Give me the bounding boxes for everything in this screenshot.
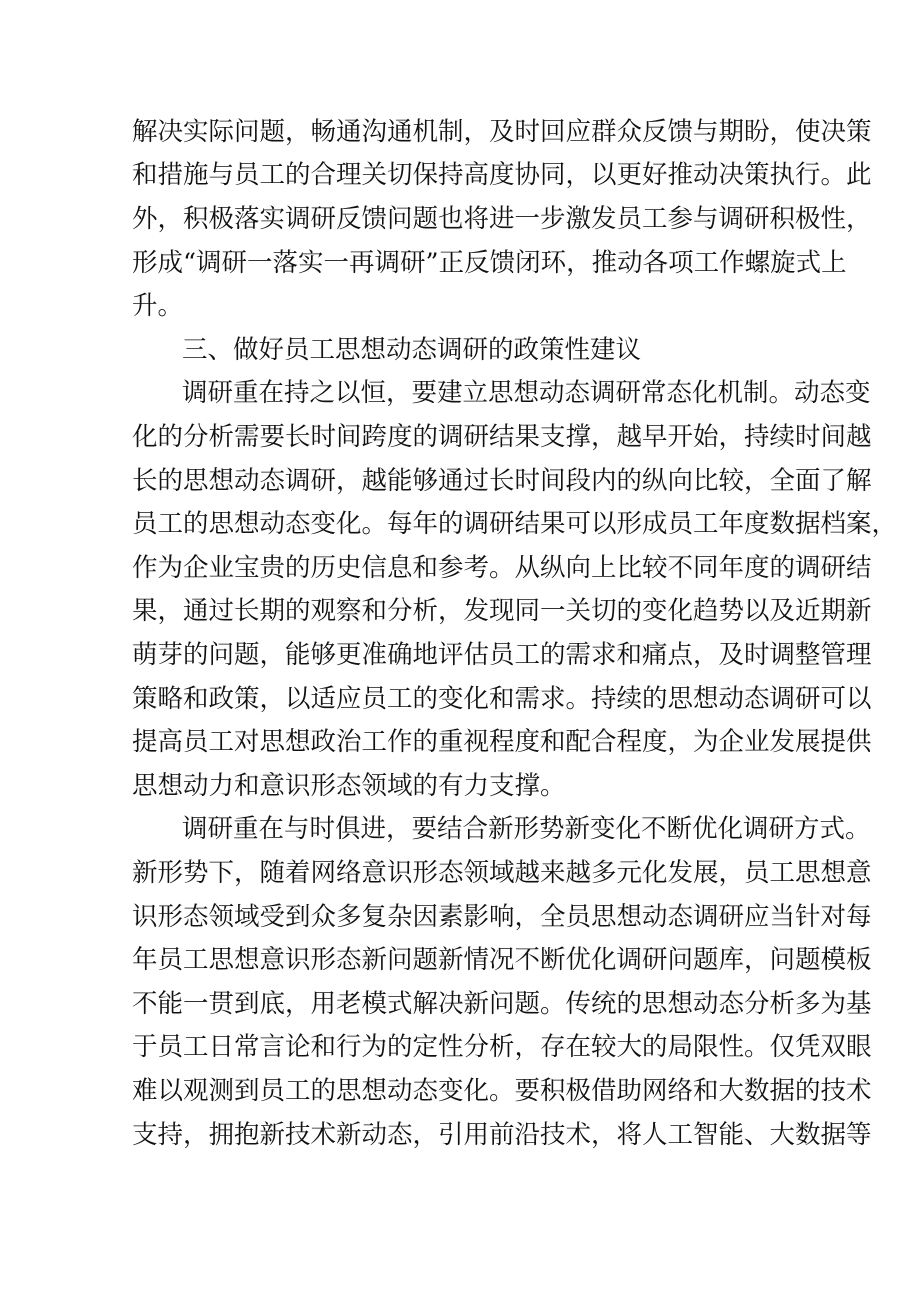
text-line: 升。 [132,291,184,321]
text-line: 识形态领域受到众多复杂因素影响，全员思想动态调研应当针对每 [132,902,872,932]
text-line: 作为企业宝贵的历史信息和参考。从纵向上比较不同年度的调研结 [132,553,872,583]
text-line: 果，通过长期的观察和分析，发现同一关切的变化趋势以及近期新 [132,596,872,626]
text-line: 长的思想动态调研，越能够通过长时间段内的纵向比较，全面了解 [132,466,872,496]
text-line: 不能一贯到底，用老模式解决新问题。传统的思想动态分析多为基 [132,989,872,1019]
text-line: 调研重在持之以恒，要建立思想动态调研常态化机制。动态变 [182,378,871,408]
text-line: 难以观测到员工的思想动态变化。要积极借助网络和大数据的技术 [132,1076,872,1106]
text-line: 思想动力和意识形态领域的有力支撑。 [132,771,566,801]
text-line: 化的分析需要长时间跨度的调研结果支撑，越早开始，持续时间越 [132,422,872,452]
section-heading: 三、做好员工思想动态调研的政策性建议 [182,335,642,365]
text-line: 解决实际问题，畅通沟通机制，及时回应群众反馈与期盼，使决策 [132,117,872,147]
text-line: 形成“调研一落实一再调研”正反馈闭环，推动各项工作螺旋式上 [132,248,847,278]
text-line: 萌芽的问题，能够更准确地评估员工的需求和痛点，及时调整管理 [132,640,872,670]
text-line: 于员工日常言论和行为的定性分析，存在较大的局限性。仅凭双眼 [132,1032,872,1062]
text-line: 年员工思想意识形态新问题新情况不断优化调研问题库，问题模板 [132,945,872,975]
text-line: 策略和政策，以适应员工的变化和需求。持续的思想动态调研可以 [132,684,872,714]
text-line: 支持，拥抱新技术新动态，引用前沿技术，将人工智能、大数据等 [132,1120,872,1150]
text-line: 调研重在与时俱进，要结合新形势新变化不断优化调研方式。 [182,814,871,844]
text-line: 提高员工对思想政治工作的重视程度和配合程度，为企业发展提供 [132,727,872,757]
text-line: 新形势下，随着网络意识形态领域越来越多元化发展，员工思想意 [132,858,872,888]
text-line: 员工的思想动态变化。每年的调研结果可以形成员工年度数据档案， [132,509,898,539]
text-line: 外，积极落实调研反馈问题也将进一步激发员工参与调研积极性， [132,204,872,234]
text-line: 和措施与员工的合理关切保持高度协同，以更好推动决策执行。此 [132,160,872,190]
